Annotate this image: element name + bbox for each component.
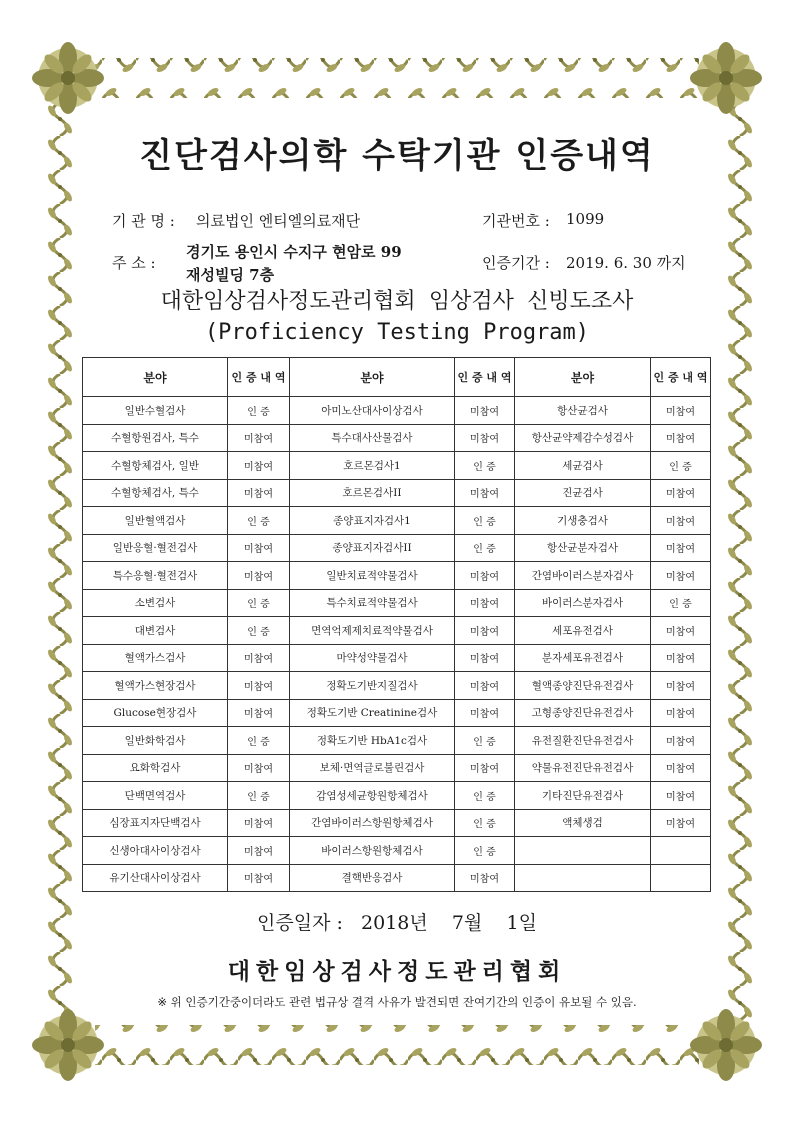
field-cell: 약물유전진단유전검사 xyxy=(515,754,651,782)
table-row xyxy=(83,562,711,590)
status-cell: 인 증 xyxy=(455,809,515,837)
status-cell: 미참여 xyxy=(228,424,290,452)
field-cell: 소변검사 xyxy=(83,589,228,617)
status-cell: 미참여 xyxy=(651,424,711,452)
field-cell: 바이러스항원항체검사 xyxy=(290,837,455,865)
table-row xyxy=(83,452,711,480)
table-row xyxy=(83,864,711,892)
footnote: ※ 위 인증기간중이더라도 관련 법규상 결격 사유가 발견되면 잔여기간의 인증이 유보될 수 있음. xyxy=(157,995,637,1009)
field-cell: 일반혈액검사 xyxy=(83,507,228,535)
field-cell: 일반수혈검사 xyxy=(83,397,228,425)
field-cell: 바이러스분자검사 xyxy=(515,589,651,617)
status-cell: 미참여 xyxy=(651,534,711,562)
table-row xyxy=(83,397,711,425)
status-cell: 미참여 xyxy=(455,424,515,452)
table-row xyxy=(83,837,711,865)
table-row xyxy=(83,534,711,562)
status-cell: 미참여 xyxy=(228,837,290,865)
field-cell: 수혈항체검사, 일반 xyxy=(83,452,228,480)
field-cell xyxy=(515,864,651,892)
header-status: 인 증 내 역 xyxy=(455,358,515,397)
field-cell: 분자세포유전검사 xyxy=(515,644,651,672)
address-label: 주 소 : xyxy=(112,254,156,272)
institution-number-label: 기관번호 : xyxy=(482,212,550,230)
page-title: 진단검사의학 수탁기관 인증내역 xyxy=(139,136,655,176)
field-cell: 고형종양진단유전검사 xyxy=(515,699,651,727)
header-status: 인 증 내 역 xyxy=(228,358,290,397)
field-cell: 일반화학검사 xyxy=(83,727,228,755)
institution-name-label: 기 관 명 : xyxy=(112,212,175,230)
status-cell: 인 증 xyxy=(455,507,515,535)
field-cell: 항산균분자검사 xyxy=(515,534,651,562)
program-title xyxy=(0,286,794,348)
status-cell: 인 증 xyxy=(455,727,515,755)
certification-date: 인증일자 : 2018년 7월 1일 xyxy=(257,912,537,934)
status-cell: 인 증 xyxy=(228,782,290,810)
status-cell: 미참여 xyxy=(228,754,290,782)
status-cell: 미참여 xyxy=(651,809,711,837)
field-cell: 종양표지자검사II xyxy=(290,534,455,562)
certification-period: 2019. 6. 30 까지 xyxy=(566,254,686,272)
field-cell: 기생충검사 xyxy=(515,507,651,535)
issuer-name: 대한임상검사정도관리협회 xyxy=(227,958,567,985)
status-cell: 미참여 xyxy=(651,479,711,507)
status-cell: 미참여 xyxy=(455,397,515,425)
field-cell: 간염바이러스분자검사 xyxy=(515,562,651,590)
status-cell: 미참여 xyxy=(228,672,290,700)
field-cell: 대변검사 xyxy=(83,617,228,645)
status-cell: 미참여 xyxy=(651,727,711,755)
field-cell: 정확도기반 Creatinine검사 xyxy=(290,699,455,727)
table-row xyxy=(83,479,711,507)
table-row xyxy=(83,754,711,782)
field-cell: 수혈항원검사, 특수 xyxy=(83,424,228,452)
table-row xyxy=(83,507,711,535)
status-cell: 미참여 xyxy=(455,699,515,727)
status-cell: 인 증 xyxy=(455,837,515,865)
status-cell: 미참여 xyxy=(455,644,515,672)
field-cell: 마약성약물검사 xyxy=(290,644,455,672)
field-cell: 진균검사 xyxy=(515,479,651,507)
field-cell: 특수응혈·혈전검사 xyxy=(83,562,228,590)
field-cell: 간염바이러스항원항체검사 xyxy=(290,809,455,837)
field-cell: 특수치료적약물검사 xyxy=(290,589,455,617)
status-cell: 인 증 xyxy=(228,397,290,425)
header-field: 분야 xyxy=(290,358,455,397)
status-cell: 인 증 xyxy=(228,617,290,645)
status-cell xyxy=(651,864,711,892)
field-cell: 심장표지자단백검사 xyxy=(83,809,228,837)
field-cell: 혈액가스검사 xyxy=(83,644,228,672)
status-cell: 미참여 xyxy=(228,452,290,480)
status-cell: 미참여 xyxy=(455,562,515,590)
header-status: 인 증 내 역 xyxy=(651,358,711,397)
table-row xyxy=(83,644,711,672)
header-field: 분야 xyxy=(83,358,228,397)
table-row xyxy=(83,809,711,837)
field-cell: 혈액종양진단유전검사 xyxy=(515,672,651,700)
field-cell: 수혈항체검사, 특수 xyxy=(83,479,228,507)
field-cell: 세포유전검사 xyxy=(515,617,651,645)
address-line-2: 재성빌딩 7층 xyxy=(186,266,275,284)
field-cell: 정확도기반지질검사 xyxy=(290,672,455,700)
status-cell: 미참여 xyxy=(455,864,515,892)
status-cell: 인 증 xyxy=(228,507,290,535)
field-cell: 특수대사산물검사 xyxy=(290,424,455,452)
table-row xyxy=(83,589,711,617)
program-title-korean: 대한임상검사정도관리협회 임상검사 신빙도조사 xyxy=(160,289,634,314)
status-cell: 미참여 xyxy=(651,562,711,590)
status-cell: 미참여 xyxy=(651,507,711,535)
field-cell: 종양표지자검사1 xyxy=(290,507,455,535)
table-row xyxy=(83,672,711,700)
status-cell: 미참여 xyxy=(651,754,711,782)
address-line-1: 경기도 용인시 수지구 현암로 99 xyxy=(186,243,402,261)
status-cell: 미참여 xyxy=(228,479,290,507)
field-cell: 액체생검 xyxy=(515,809,651,837)
status-cell: 미참여 xyxy=(455,672,515,700)
field-cell: 정확도기반 HbA1c검사 xyxy=(290,727,455,755)
status-cell: 미참여 xyxy=(651,782,711,810)
field-cell: 결핵반응검사 xyxy=(290,864,455,892)
field-cell: 항산균검사 xyxy=(515,397,651,425)
status-cell: 인 증 xyxy=(228,589,290,617)
status-cell: 미참여 xyxy=(455,617,515,645)
status-cell: 미참여 xyxy=(455,479,515,507)
program-title-english: (Proficiency Testing Program) xyxy=(204,320,590,345)
status-cell: 미참여 xyxy=(228,534,290,562)
status-cell: 미참여 xyxy=(228,699,290,727)
status-cell: 미참여 xyxy=(651,672,711,700)
status-cell: 미참여 xyxy=(228,644,290,672)
header-field: 분야 xyxy=(515,358,651,397)
field-cell: Glucose현장검사 xyxy=(83,699,228,727)
status-cell: 미참여 xyxy=(651,699,711,727)
field-cell: 단백면역검사 xyxy=(83,782,228,810)
status-cell: 인 증 xyxy=(651,452,711,480)
period-label: 인증기간 : xyxy=(482,254,550,272)
status-cell: 미참여 xyxy=(228,809,290,837)
status-cell: 미참여 xyxy=(651,397,711,425)
field-cell: 일반응혈·혈전검사 xyxy=(83,534,228,562)
table-row xyxy=(83,617,711,645)
status-cell: 미참여 xyxy=(455,754,515,782)
table-header-row xyxy=(83,358,711,397)
status-cell xyxy=(651,837,711,865)
field-cell: 요화학검사 xyxy=(83,754,228,782)
certification-table xyxy=(82,357,711,892)
status-cell: 미참여 xyxy=(651,644,711,672)
field-cell: 면역억제제치료적약물검사 xyxy=(290,617,455,645)
field-cell xyxy=(515,837,651,865)
institution-number: 1099 xyxy=(566,210,605,228)
field-cell: 세균검사 xyxy=(515,452,651,480)
field-cell: 신생아대사이상검사 xyxy=(83,837,228,865)
table-row xyxy=(83,727,711,755)
table-row xyxy=(83,782,711,810)
field-cell: 호르몬검사1 xyxy=(290,452,455,480)
status-cell: 인 증 xyxy=(455,782,515,810)
table-row xyxy=(83,424,711,452)
field-cell: 호르몬검사II xyxy=(290,479,455,507)
institution-name: 의료법인 엔티엘의료재단 xyxy=(196,212,361,230)
field-cell: 기타진단유전검사 xyxy=(515,782,651,810)
field-cell: 유전질환진단유전검사 xyxy=(515,727,651,755)
status-cell: 인 증 xyxy=(455,534,515,562)
status-cell: 인 증 xyxy=(455,452,515,480)
status-cell: 인 증 xyxy=(228,727,290,755)
field-cell: 항산균약제감수성검사 xyxy=(515,424,651,452)
status-cell: 미참여 xyxy=(651,617,711,645)
field-cell: 보체·면역글로불린검사 xyxy=(290,754,455,782)
field-cell: 아미노산대사이상검사 xyxy=(290,397,455,425)
status-cell: 미참여 xyxy=(228,864,290,892)
status-cell: 인 증 xyxy=(651,589,711,617)
field-cell: 감염성세균항원항체검사 xyxy=(290,782,455,810)
table-row xyxy=(83,699,711,727)
field-cell: 유기산대사이상검사 xyxy=(83,864,228,892)
field-cell: 혈액가스현장검사 xyxy=(83,672,228,700)
status-cell: 미참여 xyxy=(228,562,290,590)
status-cell: 미참여 xyxy=(455,589,515,617)
field-cell: 일반치료적약물검사 xyxy=(290,562,455,590)
